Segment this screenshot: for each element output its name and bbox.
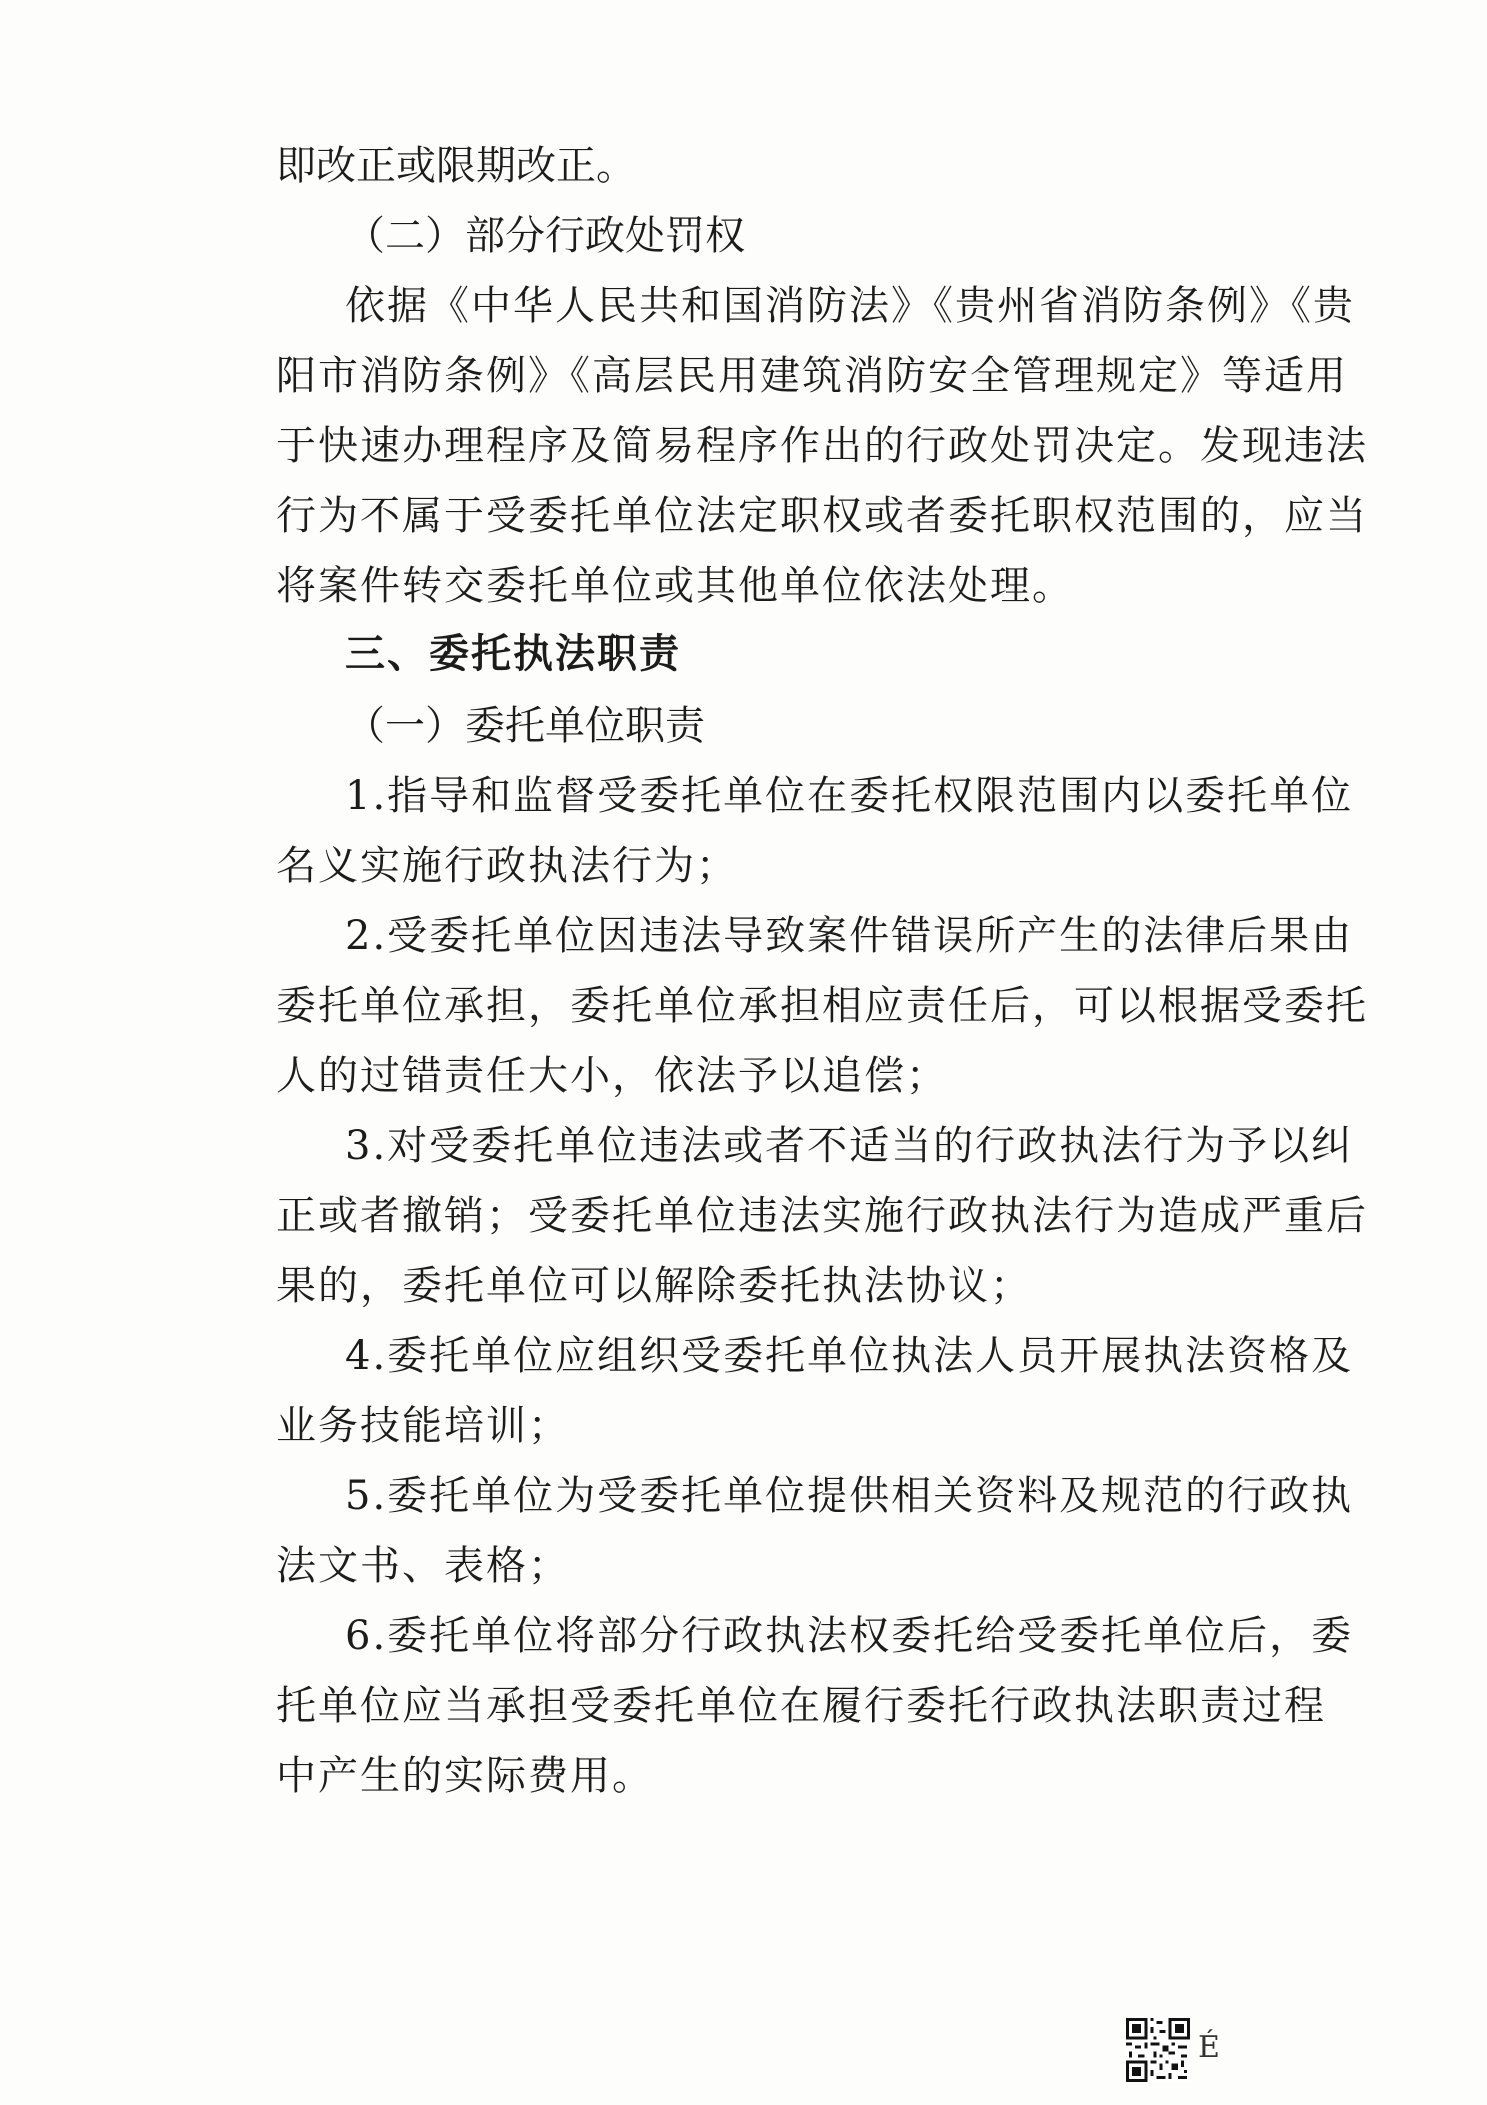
- text-line: 业务技能培训；: [276, 1403, 570, 1449]
- text-line: 名义实施行政执法行为；: [276, 843, 738, 889]
- subheading-penalty-power: （二）部分行政处罚权: [345, 213, 745, 259]
- text-line: 行为不属于受委托单位法定职权或者委托职权范围的，应当: [276, 493, 1368, 539]
- text-line: 中产生的实际费用。: [276, 1753, 654, 1799]
- text-line: 果的，委托单位可以解除委托执法协议；: [276, 1263, 1032, 1309]
- list-item-2: 2.受委托单位因违法导致案件错误所产生的法律后果由: [345, 913, 1354, 959]
- list-item-3: 3.对受委托单位违法或者不适当的行政执法行为予以纠: [345, 1123, 1354, 1169]
- text-line: 人的过错责任大小，依法予以追偿；: [276, 1053, 948, 1099]
- text-line: 法文书、表格；: [276, 1543, 570, 1589]
- subheading-entrusting-unit-duties: （一）委托单位职责: [345, 703, 705, 749]
- corner-mark: É: [1198, 2030, 1220, 2065]
- text-line: 正或者撤销；受委托单位违法实施行政执法行为造成严重后: [276, 1193, 1368, 1239]
- list-item-5: 5.委托单位为受委托单位提供相关资料及规范的行政执: [345, 1473, 1354, 1519]
- section-heading-3: 三、委托执法职责: [345, 631, 681, 677]
- text-line: 阳市消防条例》《高层民用建筑消防安全管理规定》等适用: [276, 353, 1348, 399]
- text-line: 于快速办理程序及简易程序作出的行政处罚决定。发现违法: [276, 423, 1368, 469]
- list-item-4: 4.委托单位应组织受委托单位执法人员开展执法资格及: [345, 1333, 1354, 1379]
- list-item-1: 1.指导和监督受委托单位在委托权限范围内以委托单位: [345, 773, 1354, 819]
- text-line: 托单位应当承担受委托单位在履行委托行政执法职责过程: [276, 1683, 1326, 1729]
- text-line: 依据《中华人民共和国消防法》《贵州省消防条例》《贵: [345, 283, 1355, 329]
- text-line: 委托单位承担，委托单位承担相应责任后，可以根据受委托: [276, 983, 1368, 1029]
- text-line: 将案件转交委托单位或其他单位依法处理。: [276, 563, 1074, 609]
- text-line: 即改正或限期改正。: [276, 143, 636, 189]
- list-item-6: 6.委托单位将部分行政执法权委托给受委托单位后，委: [345, 1613, 1354, 1659]
- qr-code-icon: [1126, 2018, 1190, 2082]
